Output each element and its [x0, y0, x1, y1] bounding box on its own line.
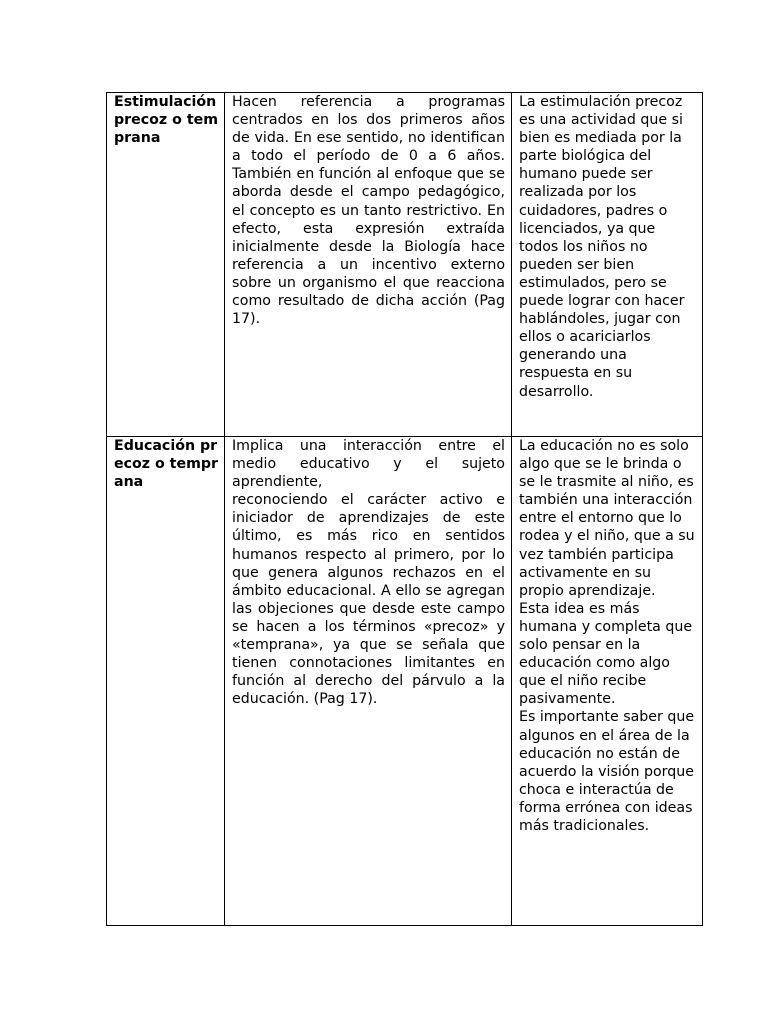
term-cell: Educación precoz o temprana [107, 437, 225, 926]
definition-cell [225, 437, 512, 926]
term-cell: Estimulación precoz o temprana [107, 93, 225, 437]
concepts-table [106, 92, 703, 926]
comment-paragraph: Esta idea es más humana y completa que solo pensar en la educación como algo que el niño recibe pasivamente. [519, 600, 693, 708]
comment-paragraph: Es importante saber que algunos en el área de la educación no están de acuerdo la visión porque choca e interactúa de forma errónea con ideas más tradicionales. [519, 709, 695, 834]
definition-paragraph: Implica una interacción entre el medio educativo y el sujeto aprendiente, [232, 438, 505, 491]
definition-paragraph: reconociendo el carácter activo e iniciador de aprendizajes de este último, es más rico en sentidos humanos respecto al primero, por lo que genera algunos rechazos en el ámbito educacional. A ello se agregan las objeciones que desde este campo se hacen a los términos «precoz» y «temprana», ya que se señala que tienen connotaciones limitantes en función al derecho del párvulo a la educación. (Pag 17). [232, 492, 505, 708]
comment-paragraph: La educación no es solo algo que se le brinda o se le trasmite al niño, es también una interacción entre el entorno que lo rodea y el niño, que a su vez también participa activamente en su propio aprendizaje. [519, 438, 695, 599]
table-row [107, 437, 703, 926]
definition-cell: Hacen referencia a programas centrados en los dos primeros años de vida. En ese sentido, no identifican a todo el período de 0 a 6 años. También en función al enfoque que se aborda desde el campo pedagógico, el concepto es un tanto restrictivo. En efecto, esta expresión extraída inicialmente desde la Biología hace referencia a un incentivo externo sobre un organismo el que reacciona como resultado de dicha acción (Pag 17). [225, 93, 512, 437]
table-row [107, 93, 703, 437]
comment-cell: La estimulación precoz es una actividad que si bien es mediada por la parte biológica del humano puede ser realizada por los cuidadores, padres o licenciados, ya que todos los niños no pueden ser bien estimulados, pero se puede lograr con hacer hablándoles, jugar con ellos o acariciarlos generando una respuesta en su desarrollo. [512, 93, 703, 437]
comment-cell [512, 437, 703, 926]
